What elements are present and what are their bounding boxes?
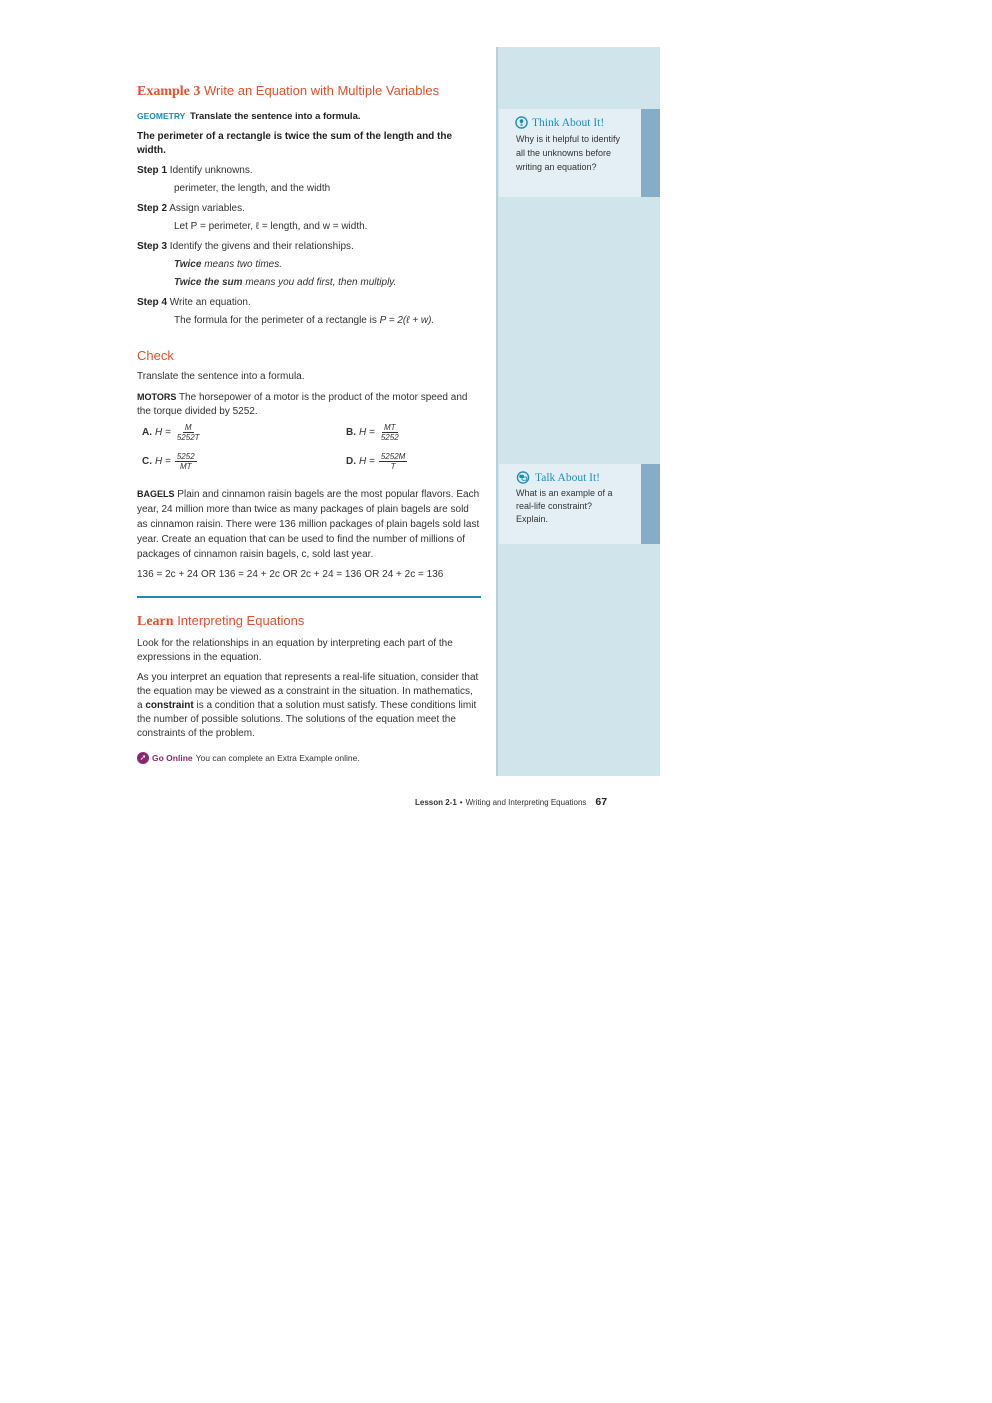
fraction-numerator: 5252M	[380, 452, 406, 461]
step-2	[137, 202, 481, 234]
choice-b[interactable]	[346, 423, 401, 442]
check-intro: Translate the sentence into a formula.	[137, 371, 305, 382]
step-label: Step 3	[137, 241, 168, 252]
fraction-numerator: MT	[383, 423, 396, 432]
sidebar-divider	[496, 47, 498, 776]
step-detail-a	[174, 258, 481, 272]
step-detail-bold: Twice the sum	[174, 277, 243, 288]
step-detail: perimeter, the length, and the width	[174, 183, 331, 194]
talk-about-it-text: What is an example of a real-life constraint? Explain.	[516, 488, 613, 524]
main-column	[137, 80, 481, 765]
fraction-denominator: MT	[179, 462, 192, 471]
learn-paragraph-1: Look for the relationships in an equation by interpreting each part of the expressions in the equation.	[137, 638, 453, 663]
step-text: Identify unknowns.	[169, 165, 253, 176]
example-label: Example 3	[137, 84, 201, 99]
choice-a[interactable]	[142, 423, 202, 442]
geometry-tag: GEOMETRY	[137, 111, 186, 121]
fraction-numerator: M	[184, 423, 192, 432]
learn-heading	[137, 612, 481, 631]
go-online-label: Go Online	[152, 753, 193, 763]
fraction-numerator: 5252	[176, 452, 195, 461]
think-about-it-title	[515, 116, 641, 129]
choice-lhs: H =	[155, 455, 171, 467]
step-detail-text: means two times.	[204, 259, 283, 270]
section-divider	[137, 596, 481, 598]
fraction-denominator: 5252	[380, 433, 399, 442]
choice-lhs: H =	[359, 426, 375, 438]
step-detail-text: The formula for the perimeter of a rectangle is	[174, 315, 377, 326]
talk-about-it-box	[499, 464, 641, 544]
step-detail-bold: Twice	[174, 259, 202, 270]
step-detail	[174, 314, 481, 328]
answer-choices	[137, 423, 481, 481]
example-heading	[137, 82, 481, 101]
lesson-number: Lesson 2-1	[415, 797, 457, 807]
lesson-title: Writing and Interpreting Equations	[465, 797, 587, 807]
learn-title: Interpreting Equations	[177, 613, 305, 628]
step-4	[137, 296, 481, 328]
constraint-term: constraint	[145, 700, 194, 711]
choice-fraction	[175, 423, 202, 442]
choice-label: A.	[142, 426, 152, 438]
page-footer	[415, 796, 607, 808]
lightbulb-icon	[515, 116, 528, 129]
example-statement: The perimeter of a rectangle is twice the sum of the length and the width.	[137, 131, 453, 156]
example-instruction-line	[137, 109, 481, 124]
choice-label: B.	[346, 426, 356, 438]
choice-fraction	[379, 423, 401, 442]
fraction-denominator: T	[390, 462, 396, 471]
learn-text: is a condition that a solution must satisfy. These conditions limit the number of possible solutions. The solutions of the equation meet the constraints of the problem.	[137, 700, 477, 739]
think-about-it-tab	[641, 109, 660, 197]
step-text: Write an equation.	[169, 297, 251, 308]
motors-text: The horsepower of a motor is the product of the motor speed and the torque divided by 5252.	[137, 392, 468, 417]
motors-tag: MOTORS	[137, 392, 177, 402]
check-heading: Check	[137, 348, 174, 363]
bagels-text: Plain and cinnamon raisin bagels are the most popular flavors. Each year, 24 million more than twice as many packages of plain bagels are sold as cinnamon raisin. There were 136 million packages of plain bagels sold last year. Create an equation that can be used to find the number of millions of packages of cinnamon raisin bagels, c, sold last year.	[137, 489, 480, 560]
think-about-it-text: Why is it helpful to identify all the unknowns before writing an equation?	[516, 134, 621, 172]
box-title-text: Talk About It!	[535, 471, 600, 484]
choice-c[interactable]	[142, 452, 197, 471]
example-title: Write an Equation with Multiple Variables	[204, 83, 440, 98]
step-text: Assign variables.	[169, 203, 245, 214]
think-about-it-box	[499, 109, 641, 197]
bagels-problem	[137, 487, 481, 562]
choice-lhs: H =	[155, 426, 171, 438]
step-1	[137, 164, 481, 196]
footer-separator: •	[459, 797, 463, 807]
box-title-text: Think About It!	[532, 116, 605, 129]
step-3	[137, 240, 481, 290]
choice-fraction	[175, 452, 197, 471]
choice-label: C.	[142, 455, 152, 467]
choice-d[interactable]	[346, 452, 407, 471]
talk-about-it-tab	[641, 464, 660, 544]
step-label: Step 1	[137, 165, 168, 176]
learn-text: As you interpret an equation that represents a real-life situation, consider that the equation may be viewed as a constraint in the situation. In mathematics, a	[137, 672, 479, 711]
motors-problem	[137, 390, 481, 419]
step-detail-text: means you add first, then multiply.	[245, 277, 397, 288]
step-text: Identify the givens and their relationships.	[169, 241, 354, 252]
talk-about-it-title	[515, 471, 641, 484]
go-online-link[interactable]	[137, 751, 481, 765]
fraction-denominator: 5252T	[176, 433, 200, 442]
page-number: 67	[595, 796, 608, 808]
learn-label: Learn	[137, 614, 174, 629]
step-detail-b	[174, 276, 481, 290]
step-label: Step 4	[137, 297, 168, 308]
step-detail: Let P = perimeter, ℓ = length, and w = width.	[174, 221, 368, 232]
bagels-tag: BAGELS	[137, 489, 175, 499]
choice-label: D.	[346, 455, 356, 467]
go-online-text: You can complete an Extra Example online.	[195, 753, 360, 763]
choice-fraction	[379, 452, 407, 471]
perimeter-formula: P = 2(ℓ + w).	[379, 315, 435, 326]
step-label: Step 2	[137, 203, 168, 214]
choice-lhs: H =	[359, 455, 375, 467]
example-instruction: Translate the sentence into a formula.	[189, 111, 361, 122]
learn-paragraph-2	[137, 671, 481, 741]
bagels-answer: 136 = 2c + 24 OR 136 = 24 + 2c OR 2c + 24 = 136 OR 24 + 2c = 136	[137, 569, 444, 580]
cursor-click-icon: ➚	[137, 752, 149, 764]
speech-bubbles-icon	[515, 471, 531, 484]
